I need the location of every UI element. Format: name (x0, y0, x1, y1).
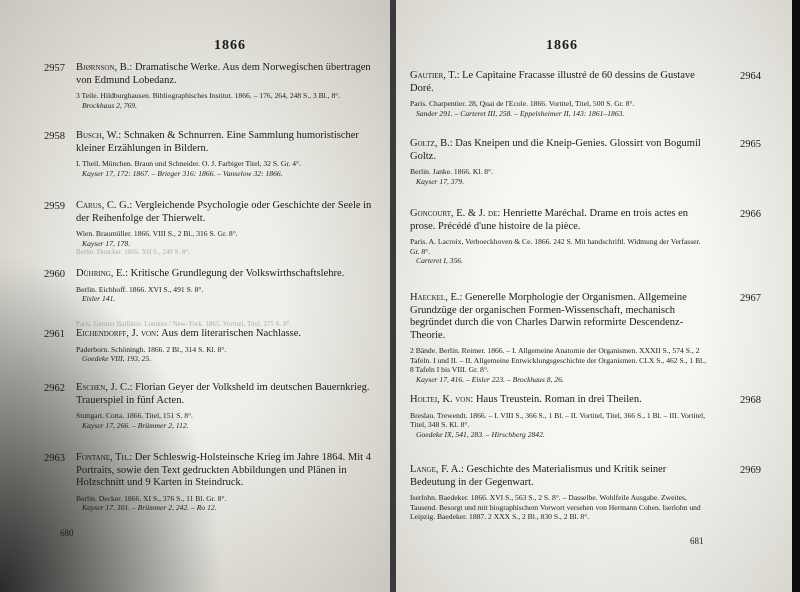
entry-2961 (44, 320, 384, 364)
entry-number: 2960 (44, 269, 65, 280)
entry-reference: Sander 291. – Carteret III, 258. – Eppelsheimer II, 143: 1861–1863. (416, 108, 625, 118)
entry-publication: Iserlohn. Baedeker. 1866. XVI S., 563 S., 2 S. 8°. – Dasselbe. Wohlfeile Ausgabe. Zweites, Tausend. Besorgt und mit biographischem Vorwort versehen von Hermann Cohen. Iserlohn und Leipzig. Baedeker. 1887. 2 XXX S., 2 Bl., 830 S., 2 Bl. 8°. (410, 493, 701, 521)
entry-title: Dramatische Werke. Aus dem Norwegischen übertragen von Edmund Lobedanz. (76, 62, 371, 86)
entry-reference: Kayser 17, 172: 1867. – Brieger 316: 1866. – Vanselow 32: 1866. (82, 168, 283, 178)
entry-author: Lange, F. A.: (410, 464, 464, 475)
entry-reference: Kayser 17, 266. – Brümmer 2, 112. (82, 420, 189, 430)
entry-title: Aus dem literarischen Nachlasse. (161, 328, 302, 339)
entry-publication: Berlin. Eichhoff. 1866. XVI S., 491 S. 8°. (76, 284, 204, 294)
entry-title: Haus Treustein. Roman in drei Theilen. (475, 394, 642, 405)
entry-reference: Kayser 17, 379. (416, 176, 465, 186)
entry-author: Fontane, Th.: (76, 452, 133, 463)
entry-publication: I. Theil. München. Braun und Schneider. O. J. Farbiger Titel, 32 S. Gr. 4°. (76, 159, 301, 168)
entry-author: Dühring, E.: (76, 268, 129, 279)
entry-2965 (410, 138, 761, 186)
entry-reference: Carteret I, 356. (416, 256, 463, 265)
entry-publication: Breslau. Trewendt. 1866. – I. VIII S., 366 S., 1 Bl. – II. Vortitel, Titel, 366 S., 1 Bl. – III. Vortitel, Titel, 348 S. Kl. 8°. (410, 410, 706, 429)
right-page-header: 1866 (546, 38, 578, 53)
entry-publication: Stuttgart. Cotta. 1866. Titel, 151 S. 8°. (76, 411, 193, 420)
entry-reference: Goedeke VIII, 193, 25. (82, 354, 152, 363)
entry-2966 (410, 208, 761, 266)
entry-number: 2962 (44, 383, 65, 394)
entry-title: Le Capitaine Fracasse illustré de 60 dessins de Gustave Doré. (410, 70, 695, 94)
entry-author: Eichendorff, J. von: (76, 328, 160, 339)
entry-title: Das Kneipen und die Kneip-Genies. Glossirt von Bogumil Goltz. (410, 138, 701, 162)
entry-title: Henriette Maréchal. Drame en trois actes en prose. Précédé d'une histoire de la pièce. (410, 208, 689, 232)
entry-author: Goltz, B.: (410, 138, 453, 149)
entry-publication: 2 Bände. Berlin. Reimer. 1866. – I. Allgemeine Anatomie der Organismen. XXXII S., 574 S., 2 Tafeln. I und II. – II. Allgemeine Entwicklungsgeschichte der Organismen. CLX S., 462 S., 1 Bl., 8 Tafeln I bis VIII. Gr. 8°. (410, 346, 707, 374)
entry-number: 2966 (740, 209, 761, 220)
entry-number: 2964 (740, 71, 761, 82)
entry-2957 (44, 62, 384, 110)
entry-publication: Berlin. Decker. 1866. XI S., 376 S., 11 Bl. Gr. 8°. (76, 493, 227, 503)
entry-number: 2963 (44, 453, 65, 464)
book-edge (792, 0, 800, 592)
entry-2964 (410, 70, 761, 118)
entry-reference: Goedeke IX, 541, 283. – Hirschberg 2842. (416, 429, 545, 439)
entry-2967 (410, 292, 761, 384)
entry-author: Eschen, J. C.: (76, 382, 133, 393)
left-page (0, 0, 392, 592)
entry-number: 2969 (740, 465, 761, 476)
entry-publication: Berlin. Janke. 1866. Kl. 8°. (410, 167, 493, 176)
entry-reference: Kayser 17, 416. – Eisler 223. – Brockhaus 8, 26. (416, 374, 564, 384)
entry-2960 (44, 268, 384, 304)
entry-publication: Wien. Braumüller. 1866. VIII S., 2 Bl., 316 S. Gr. 8°. (76, 229, 238, 238)
left-page-header: 1866 (214, 38, 246, 53)
entry-2969 (410, 464, 761, 522)
entry-number: 2959 (44, 201, 65, 212)
entry-author: Busch, W.: (76, 130, 122, 141)
entry-number: 2961 (44, 329, 65, 340)
left-page-number: 680 (60, 528, 74, 538)
entry-author: Carus, C. G.: (76, 200, 133, 211)
entry-number: 2967 (740, 293, 761, 304)
entry-author: Holtei, K. von: (410, 394, 474, 405)
entry-publication: Paderborn. Schöningh. 1866. 2 Bl., 314 S. Kl. 8°. (76, 344, 227, 354)
entry-title: Geschichte des Materialismus und Kritik seiner Bedeutung in der Gegenwart. (410, 464, 667, 488)
right-page (396, 0, 792, 592)
entry-publication: Paris. A. Lacroix, Verboeckhoven & Ce. 1866. 242 S. Mit handschriftl. Widmung der Verfasser. Gr. 8°. (410, 237, 701, 256)
entry-author: Goncourt, E. & J. de: (410, 208, 501, 219)
entry-2959 (44, 200, 384, 256)
entry-title: Kritische Grundlegung der Volkswirthschaftslehre. (130, 268, 345, 279)
entry-author: Bjørnson, B.: (76, 62, 133, 73)
entry-title: Schnaken & Schnurren. Eine Sammlung humoristischer kleiner Erzählungen in Bildern. (76, 130, 359, 154)
entry-title: Generelle Morphologie der Organismen. Allgemeine Grundzüge der organischen Formen-Wissenschaft, mechanisch begründet durch die von Charles Darwin reformirte Descendenz-Theorie. (410, 292, 687, 341)
entry-number: 2968 (740, 395, 761, 406)
entry-number: 2965 (740, 139, 761, 150)
entry-author: Haeckel, E.: (410, 292, 463, 303)
bleed-through-text: Berlin. Duncker. 1865. XII S., 240 S. 8°. (76, 248, 191, 256)
entry-title: Florian Geyer der Volksheld im deutschen Bauernkrieg. Trauerspiel in fünf Acten. (76, 382, 370, 406)
entry-2968 (410, 394, 761, 439)
entry-reference: Eisler 141. (82, 294, 116, 303)
entry-title: Der Schleswig-Holsteinsche Krieg im Jahre 1864. Mit 4 Portraits, sowie den Text gedruckten Abbildungen und Plänen in Holzschnitt und 9 Karten in Steindruck. (76, 452, 371, 488)
entry-publication: Paris. Charpentier. 28, Quai de l'Ecole. 1866. Vortitel, Titel, 500 S. Gr. 8°. (410, 99, 635, 108)
right-page-number: 681 (690, 536, 704, 546)
entry-title: Vergleichende Psychologie oder Geschichte der Seele in der Reihenfolge der Thierwelt. (76, 200, 372, 224)
entry-number: 2958 (44, 131, 65, 142)
entry-publication: 3 Teile. Hildburghausen. Bibliographisches Institut. 1866. – 176, 264, 248 S., 3 Bl., 8°. (76, 91, 341, 100)
entry-number: 2957 (44, 63, 65, 74)
entry-2958 (44, 130, 384, 178)
entry-2962 (44, 382, 384, 430)
bleed-through-text: Paris. Germer Baillière. Londres / New-York. 1865. Vortitel, Titel, 275 S. 8°. (76, 320, 292, 328)
entry-2963 (44, 452, 384, 513)
entry-reference: Brockhaus 2, 769. (82, 100, 137, 110)
entry-reference: Kayser 17, 178. (82, 238, 131, 248)
entry-reference: Kayser 17, 301. – Brümmer 2, 242. – Ro 12. (82, 503, 217, 512)
entry-author: Gautier, T.: (410, 70, 460, 81)
